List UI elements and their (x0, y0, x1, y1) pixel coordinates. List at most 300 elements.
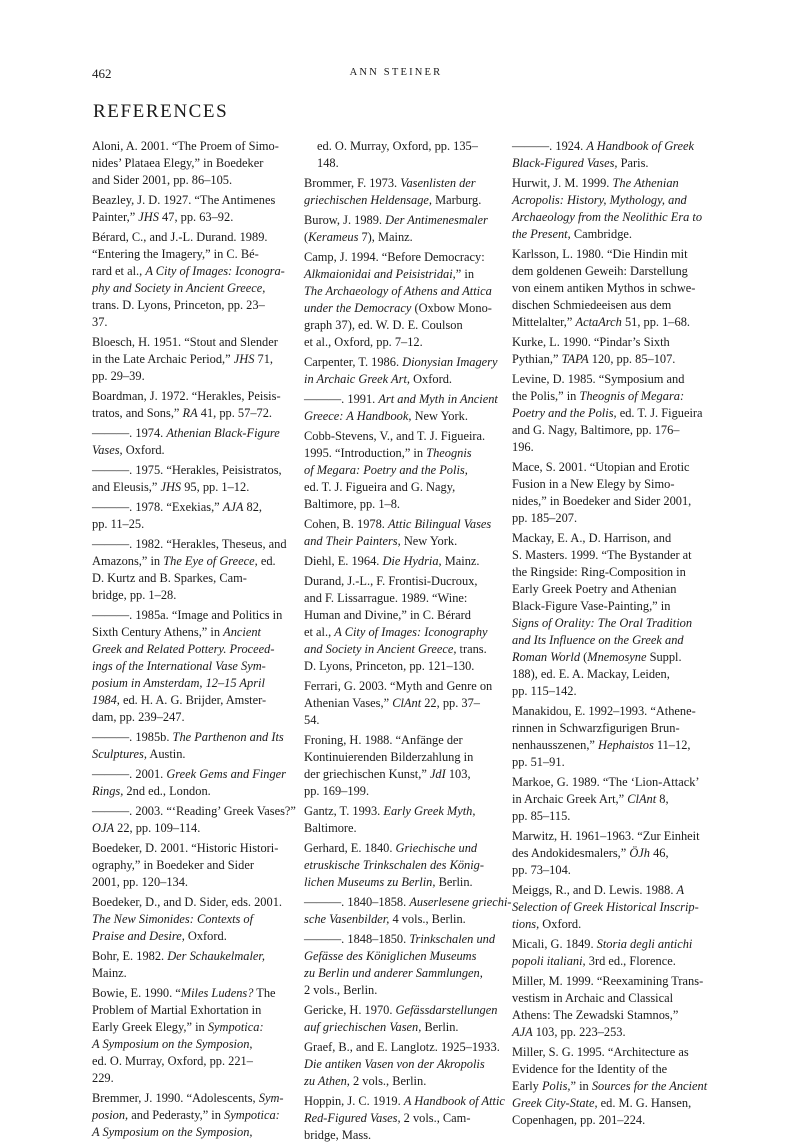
reference-text-italic: and Society in Ancient Greece, (304, 642, 457, 656)
reference-line (92, 783, 292, 800)
reference-entry (92, 192, 292, 226)
reference-text: Hurwit, J. M. 1999. (512, 176, 613, 190)
reference-text: 196. (512, 440, 534, 454)
section-heading: REFERENCES (93, 101, 229, 122)
reference-text: Aloni, A. 2001. “The Proem of Simo- (92, 139, 279, 153)
reference-text-italic: Attic Bilingual Vases (387, 517, 492, 531)
reference-text-italic: popoli italiani, (512, 954, 586, 968)
reference-text: 22, pp. 37– (421, 696, 480, 710)
reference-line (512, 547, 712, 564)
reference-entry (92, 425, 292, 459)
reference-text-italic: The Parthenon and Its (172, 730, 284, 744)
reference-text-italic: and Its Influence on the Greek and (512, 633, 684, 647)
reference-line (92, 1053, 292, 1070)
reference-line (304, 820, 500, 837)
reference-text: ed. M. G. Hansen, (597, 1096, 692, 1110)
reference-text: Carpenter, T. 1986. (304, 355, 403, 369)
reference-text: pp. 51–91. (512, 755, 565, 769)
reference-line (304, 317, 500, 334)
reference-text: ed. (257, 554, 276, 568)
reference-text-italic: Sculptures, (92, 747, 147, 761)
reference-text-italic: A Handbook of Attic (403, 1094, 505, 1108)
reference-text: Miller, S. G. 1995. “Architecture as (512, 1045, 689, 1059)
reference-line (304, 658, 500, 675)
reference-text: Early (512, 1079, 542, 1093)
reference-line (304, 229, 500, 246)
reference-line (92, 641, 292, 658)
reference-line (304, 894, 512, 911)
reference-line (512, 263, 712, 280)
reference-line (304, 408, 500, 425)
reference-line (92, 1107, 292, 1124)
reference-text: ———. 1978. “Exekias,” (92, 500, 223, 514)
reference-text: Graef, B., and E. Langlotz. 1925–1933. (304, 1040, 500, 1054)
reference-text-italic: Greece: A Handbook, (304, 409, 412, 423)
reference-text: Bérard, C., and J.-L. Durand. 1989. (92, 230, 268, 244)
reference-text: Micali, G. 1849. (512, 937, 597, 951)
reference-text-italic: Theognis of Megara: (579, 389, 685, 403)
reference-text: Markoe, G. 1989. “The ‘Lion-Attack’ (512, 775, 700, 789)
reference-text: ed. O. Murray, Oxford, pp. 135– (317, 139, 478, 153)
reference-text-italic: A City of Images: Iconogra- (145, 264, 285, 278)
reference-line (304, 1073, 500, 1090)
reference-entry (92, 607, 292, 726)
reference-entry (512, 1044, 712, 1129)
reference-line (92, 263, 292, 280)
reference-text: dem goldenen Geweih: Darstellung (512, 264, 688, 278)
reference-text: and F. Lissarrague. 1989. “Wine: (304, 591, 468, 605)
reference-text: vestism in Archaic and Classical (512, 991, 674, 1005)
reference-entry (512, 334, 712, 368)
reference-line (92, 1002, 292, 1019)
reference-entry (92, 388, 292, 422)
reference-text-italic: phy and Society in Ancient Greece, (92, 281, 266, 295)
reference-text: Berlin. (421, 1020, 459, 1034)
reference-text: ———. 1975. “Herakles, Peisistratos, (92, 463, 282, 477)
reference-line (304, 428, 500, 445)
reference-line (512, 246, 712, 263)
reference-line (92, 209, 292, 226)
reference-text-italic: Poetry and the Polis, (512, 406, 617, 420)
reference-text: Durand, J.-L., F. Frontisi-Ducroux, (304, 574, 478, 588)
reference-text: Bohr, E. 1982. (92, 949, 168, 963)
reference-text: 1995. “Introduction,” in (304, 446, 427, 460)
reference-line (317, 138, 500, 155)
reference-entry (304, 803, 500, 837)
reference-text-italic: Der Antimenesmaler (385, 213, 488, 227)
reference-text: ” in (455, 267, 475, 281)
references-column-1 (92, 138, 296, 1144)
reference-entry (92, 766, 292, 800)
reference-text: Gerhard, E. 1840. (304, 841, 396, 855)
reference-line (304, 283, 500, 300)
reference-text: Sixth Century Athens,” in (92, 625, 224, 639)
reference-text: Berlin. (435, 875, 473, 889)
reference-entry (92, 803, 296, 837)
reference-entry (92, 138, 292, 189)
reference-line (304, 249, 500, 266)
reference-line (304, 732, 500, 749)
reference-text: 95, pp. 1–12. (181, 480, 250, 494)
reference-line (304, 607, 500, 624)
reference-text-italic: Sym- (258, 1091, 284, 1105)
reference-text: Miller, M. 1999. “Reexamining Trans- (512, 974, 704, 988)
reference-line (92, 948, 292, 965)
reference-line (512, 351, 712, 368)
reference-text: Diehl, E. 1964. (304, 554, 383, 568)
reference-text-italic: JHS (233, 352, 255, 366)
reference-line (304, 874, 500, 891)
reference-text-italic: A Symposium on the Symposion, (92, 1037, 253, 1051)
reference-line (512, 808, 712, 825)
reference-text: Froning, H. 1988. “Anfänge der (304, 733, 463, 747)
reference-text: Suppl. (646, 650, 682, 664)
reference-text-italic: Selection of Greek Historical Inscrip- (512, 900, 699, 914)
reference-text-italic: Sources for the Ancient (591, 1079, 708, 1093)
reference-text: dischen Schmiedeeisen aus dem (512, 298, 672, 312)
reference-text: von einem antiken Mythos in schwe- (512, 281, 696, 295)
reference-entry (304, 894, 512, 928)
reference-line (92, 479, 292, 496)
reference-line (512, 371, 712, 388)
reference-text-italic: The New Simonides: Contexts of (92, 912, 254, 926)
reference-line (92, 351, 292, 368)
reference-entry (512, 828, 712, 879)
reference-entry-continuation (304, 138, 500, 172)
reference-text: and G. Nagy, Baltimore, pp. 176– (512, 423, 680, 437)
reference-text: trans. (456, 642, 487, 656)
reference-text: ———. 2003. “‘Reading’ Greek Vases?” (92, 804, 296, 818)
reference-line (92, 442, 292, 459)
reference-text: trans. D. Lyons, Princeton, pp. 23– (92, 298, 265, 312)
reference-line (512, 422, 712, 439)
reference-text: Pythian,” (512, 352, 562, 366)
reference-line (512, 1061, 712, 1078)
reference-line (512, 754, 712, 771)
reference-line (512, 720, 712, 737)
reference-line (92, 985, 292, 1002)
reference-text: Cobb-Stevens, V., and T. J. Figueira. (304, 429, 486, 443)
reference-text: Oxford. (184, 929, 227, 943)
reference-text: nides’ Plataea Elegy,” in Boedeker (92, 156, 264, 170)
reference-line (304, 462, 500, 479)
reference-line (512, 916, 712, 933)
reference-text: ———. 1840–1858. (304, 895, 410, 909)
reference-line (92, 425, 292, 442)
reference-line (512, 209, 712, 226)
reference-text: Camp, J. 1994. “Before Democracy: (304, 250, 485, 264)
reference-line (92, 172, 292, 189)
reference-line (92, 499, 292, 516)
reference-line (512, 493, 712, 510)
reference-text: ———. 1991. (304, 392, 379, 406)
reference-text: Hoppin, J. C. 1919. (304, 1094, 404, 1108)
reference-entry (512, 246, 712, 331)
reference-text: nenhausszenen,” (512, 738, 599, 752)
reference-text: 229. (92, 1071, 114, 1085)
reference-line (92, 334, 292, 351)
reference-text: the Polis,” in (512, 389, 580, 403)
reference-text: ( (304, 230, 309, 244)
reference-entry (92, 334, 292, 385)
reference-line (92, 820, 292, 837)
reference-line (304, 965, 500, 982)
reference-line (92, 766, 292, 783)
reference-line (92, 840, 292, 857)
reference-line (304, 553, 500, 570)
reference-entry (512, 530, 712, 700)
reference-text-italic: Der Schaukelmaler, (167, 949, 265, 963)
reference-line (512, 226, 712, 243)
reference-line (92, 746, 292, 763)
reference-text: Beazley, J. D. 1927. “The Antimenes (92, 193, 276, 207)
reference-line (92, 857, 292, 874)
reference-text: Meiggs, R., and D. Lewis. 1988. (512, 883, 677, 897)
reference-text-italic: RA (182, 406, 198, 420)
reference-text: Boedeker, D., and D. Sider, eds. 2001. (92, 895, 282, 909)
reference-text-italic: Ancient (223, 625, 261, 639)
reference-text-italic: Auserlesene griechi- (409, 895, 512, 909)
reference-text: Baltimore. (304, 821, 357, 835)
reference-line (304, 712, 500, 729)
reference-text: Painter,” (92, 210, 139, 224)
reference-text: Manakidou, E. 1992–1993. “Athene- (512, 704, 696, 718)
reference-text: Athens: The Zewadski Stamnos,” (512, 1008, 679, 1022)
reference-entry (92, 1090, 292, 1141)
reference-text: Fusion in a New Elegy by Simo- (512, 477, 675, 491)
reference-text: Early Greek Poetry and Athenian (512, 582, 677, 596)
reference-line (512, 388, 712, 405)
reference-line (304, 678, 500, 695)
reference-text: bridge, pp. 1–28. (92, 588, 177, 602)
reference-entry (304, 175, 500, 209)
reference-line (512, 862, 712, 879)
reference-entry (512, 973, 712, 1041)
reference-line (92, 280, 292, 297)
reference-text-italic: the Present, (512, 227, 571, 241)
reference-entry (304, 840, 500, 891)
reference-text: 4 vols., Berlin. (389, 912, 466, 926)
reference-line (92, 874, 292, 891)
reference-text: nides,” in Boedeker and Sider 2001, (512, 494, 692, 508)
reference-line (304, 175, 500, 192)
reference-line (92, 607, 292, 624)
reference-text-italic: JHS (138, 210, 159, 224)
reference-text-italic: auf griechischen Vasen, (304, 1020, 422, 1034)
reference-text-italic: Dionysian Imagery (402, 355, 498, 369)
reference-line (92, 297, 292, 314)
reference-entry (512, 774, 712, 825)
reference-text-italic: JdI (429, 767, 446, 781)
reference-text: ———. 1924. (512, 139, 587, 153)
reference-text: Marwitz, H. 1961–1963. “Zur Einheit (512, 829, 700, 843)
reference-line (92, 928, 292, 945)
reference-entry (304, 553, 500, 570)
reference-line (92, 911, 292, 928)
reference-line (512, 703, 712, 720)
reference-text: Burow, J. 1989. (304, 213, 386, 227)
reference-line (92, 462, 292, 479)
reference-text-italic: Rings, (92, 784, 124, 798)
reference-text: Kontinuierenden Bilderzahlung in (304, 750, 474, 764)
reference-line (92, 516, 292, 533)
reference-text: Kurke, L. 1990. “Pindar’s Sixth (512, 335, 670, 349)
reference-text: pp. 185–207. (512, 511, 578, 525)
reference-text: 2001, pp. 120–134. (92, 875, 189, 889)
reference-text: ———. 1985b. (92, 730, 173, 744)
reference-text-italic: Roman World (512, 650, 581, 664)
reference-text: 71, (254, 352, 273, 366)
reference-entry (304, 1002, 500, 1036)
reference-line (512, 510, 712, 527)
reference-text: 103, pp. 223–253. (532, 1025, 626, 1039)
reference-line (512, 280, 712, 297)
reference-entry (92, 985, 292, 1087)
reference-line (304, 516, 500, 533)
reference-text-italic: tions, (512, 917, 540, 931)
reference-line (92, 624, 292, 641)
reference-line (304, 1093, 505, 1110)
reference-text: 188), ed. E. A. Mackay, Leiden, (512, 667, 670, 681)
reference-line (92, 553, 292, 570)
reference-text: Early Greek Elegy,” in (92, 1020, 208, 1034)
reference-text: Oxford. (539, 917, 582, 931)
reference-line (304, 300, 500, 317)
reference-text: ed. T. J. Figueira (616, 406, 703, 420)
reference-text-italic: zu Athen, (304, 1074, 350, 1088)
reference-text-italic: Sympotica: (207, 1020, 264, 1034)
reference-text-italic: Hephaistos (598, 738, 654, 752)
reference-line (304, 445, 500, 462)
reference-line (304, 496, 500, 513)
reference-text: et al., Oxford, pp. 7–12. (304, 335, 423, 349)
reference-text-italic: zu Berlin und anderer Sammlungen, (304, 966, 483, 980)
reference-text: 7), Mainz. (358, 230, 413, 244)
reference-text-italic: Gefässdarstellungen (395, 1003, 498, 1017)
reference-text: S. Masters. 1999. “The Bystander at (512, 548, 692, 562)
reference-text-italic: of Megara: Poetry and the Polis, (304, 463, 468, 477)
reference-text-italic: ClAnt (627, 792, 657, 806)
reference-entry (92, 948, 292, 982)
reference-text-italic: Acropolis: History, Mythology, and (512, 193, 687, 207)
reference-text-italic: Red-Figured Vases, (304, 1111, 401, 1125)
reference-text: Cohen, B. 1978. (304, 517, 388, 531)
reference-line (512, 649, 712, 666)
reference-text-italic: Gefässe des Königlichen Museums (304, 949, 477, 963)
reference-text: Karlsson, L. 1980. “Die Hindin mit (512, 247, 688, 261)
reference-text-italic: Theognis (426, 446, 472, 460)
reference-text: Paris. (617, 156, 649, 170)
reference-text-italic: ings of the International Vase Sym- (92, 659, 266, 673)
reference-text: ed. O. Murray, Oxford, pp. 221– (92, 1054, 253, 1068)
reference-text: 2nd ed., London. (123, 784, 211, 798)
reference-entry (304, 732, 500, 800)
reference-text: ———. 1985a. “Image and Politics in (92, 608, 283, 622)
reference-line (304, 334, 500, 351)
reference-text: Baltimore, pp. 1–8. (304, 497, 401, 511)
reference-line (92, 1090, 292, 1107)
reference-text: Austin. (146, 747, 186, 761)
reference-text: Athenian Vases,” (304, 696, 393, 710)
reference-text: New York. (400, 534, 458, 548)
reference-text: rard et al., (92, 264, 146, 278)
reference-text: 47, pp. 63–92. (158, 210, 234, 224)
reference-text: D. Kurtz and B. Sparkes, Cam- (92, 571, 247, 585)
reference-line (304, 641, 500, 658)
reference-line (92, 246, 292, 263)
reference-line (512, 882, 712, 899)
reference-line (304, 695, 500, 712)
reference-line (304, 840, 500, 857)
reference-text-italic: Griechische und (395, 841, 478, 855)
reference-entry (512, 138, 712, 172)
reference-line (512, 564, 712, 581)
reference-line (304, 371, 500, 388)
reference-text-italic: sche Vasenbilder, (304, 912, 390, 926)
reference-line (512, 791, 712, 808)
reference-line (304, 533, 500, 550)
reference-entry (512, 882, 712, 933)
reference-line (512, 405, 712, 422)
reference-text: “Entering the Imagery,” in C. Bé- (92, 247, 259, 261)
reference-text: 2 vols., Cam- (400, 1111, 471, 1125)
reference-line (304, 212, 500, 229)
reference-entry (304, 391, 500, 425)
reference-line (512, 1095, 712, 1112)
reference-text: ———. 1974. (92, 426, 167, 440)
reference-line (304, 783, 500, 800)
reference-text-italic: Alkmaionidai and Peisistridai, (304, 267, 456, 281)
reference-entry (92, 729, 292, 763)
reference-text: Gantz, T. 1993. (304, 804, 384, 818)
reference-text-italic: JHS (160, 480, 182, 494)
reference-entry (304, 212, 500, 246)
reference-line (92, 1036, 292, 1053)
reference-line (92, 405, 292, 422)
reference-text: der griechischen Kunst,” (304, 767, 430, 781)
reference-line (512, 615, 712, 632)
reference-text: Mainz. (441, 554, 480, 568)
reference-text-italic: Archaeology from the Neolithic Era to (512, 210, 703, 224)
reference-text: Bloesch, H. 1951. “Stout and Slender (92, 335, 278, 349)
reference-text: Bowie, E. 1990. “ (92, 986, 181, 1000)
reference-text-italic: in Archaic Greek Art, (304, 372, 410, 386)
reference-entry (304, 1093, 505, 1144)
reference-entry (304, 516, 500, 550)
reference-line (304, 911, 500, 928)
reference-text: 46, (650, 846, 669, 860)
reference-text-italic: posion, (92, 1108, 129, 1122)
reference-line (92, 965, 292, 982)
reference-line (304, 1127, 500, 1144)
reference-text-italic: lichen Museums zu Berlin, (304, 875, 436, 889)
reference-text-italic: Praise and Desire, (92, 929, 185, 943)
reference-line (92, 658, 292, 675)
reference-text-italic: Black-Figured Vases, (512, 156, 618, 170)
reference-line (512, 1044, 712, 1061)
reference-text: Mace, S. 2001. “Utopian and Erotic (512, 460, 690, 474)
reference-line (304, 354, 500, 371)
reference-text: pp. 85–115. (512, 809, 571, 823)
reference-line (304, 1039, 500, 1056)
reference-text-italic: Signs of Orality: The Oral Tradition (512, 616, 693, 630)
reference-line (304, 1002, 500, 1019)
reference-text-italic: ÖJh (629, 846, 650, 860)
reference-text: 41, pp. 57–72. (197, 406, 272, 420)
reference-line (512, 666, 712, 683)
reference-text: ———. 1848–1850. (304, 932, 410, 946)
reference-line (92, 570, 292, 587)
